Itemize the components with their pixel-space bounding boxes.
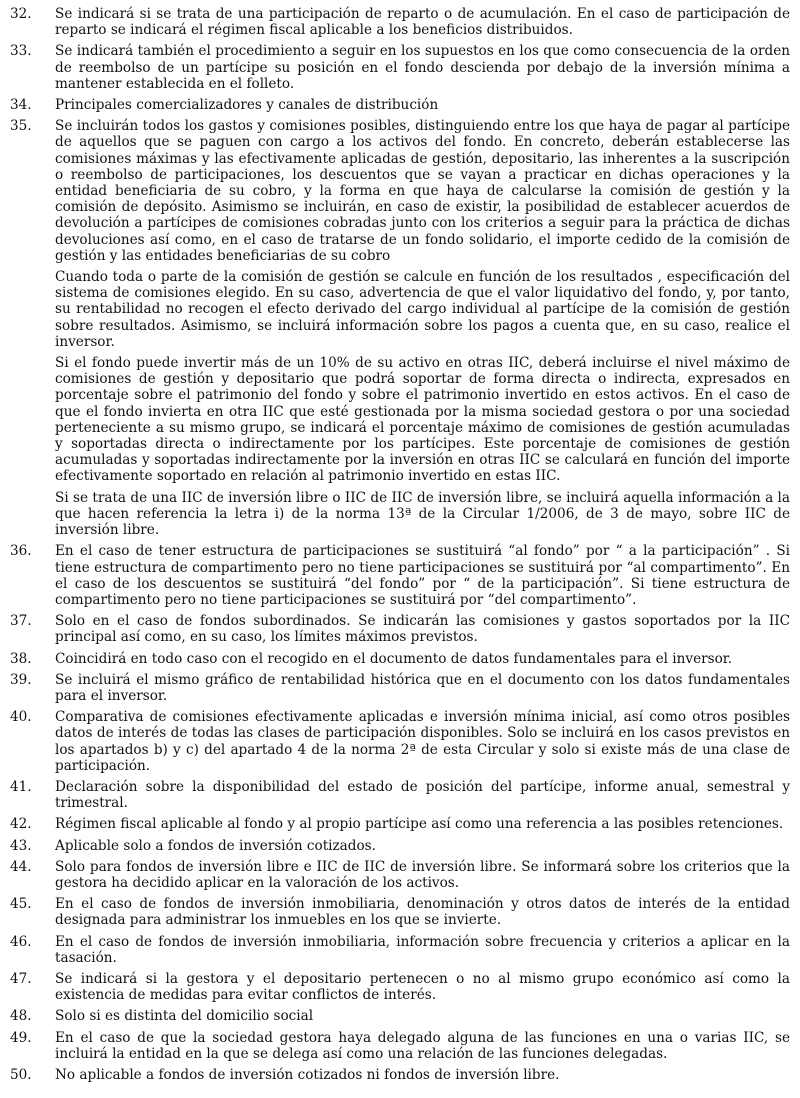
footnote-item — [10, 1008, 790, 1024]
footnote-body — [55, 672, 790, 704]
footnote-number: 40. — [10, 709, 32, 726]
footnote-item — [10, 6, 790, 38]
footnote-body — [55, 613, 790, 645]
footnote-number: 43. — [10, 837, 32, 854]
footnote-item — [10, 934, 790, 966]
footnote-number: 49. — [10, 1029, 32, 1046]
footnote-body — [55, 838, 790, 854]
footnote-body — [55, 934, 790, 966]
footnote-paragraph: Principales comercializadores y canales de distribución — [55, 97, 439, 114]
footnote-item — [10, 1030, 790, 1062]
footnote-body — [55, 543, 790, 608]
footnote-number: 48. — [10, 1008, 32, 1025]
footnote-paragraph: Declaración sobre la disponibilidad del estado de posición del partícipe, informe anual, semestral y trimestral. — [55, 778, 790, 812]
footnote-paragraph: Solo si es distinta del domicilio social — [55, 1008, 314, 1025]
footnote-number: 32. — [10, 6, 32, 22]
footnote-number: 47. — [10, 970, 32, 987]
footnote-item — [10, 709, 790, 774]
footnote-body — [55, 1067, 790, 1083]
footnote-number: 39. — [10, 671, 32, 688]
footnote-body — [55, 97, 790, 113]
footnote-paragraph: En el caso de que la sociedad gestora haya delegado alguna de las funciones en una o varias IIC, se incluirá la entidad en la que se delega así como una relación de las funciones delegadas. — [55, 1029, 790, 1062]
footnote-number: 36. — [10, 543, 32, 560]
footnote-paragraph: Se indicará también el procedimiento a seguir en los supuestos en los que como consecuencia de la orden de reembolso de un partícipe su posición en el fondo descienda por debajo de la inversión mínima a mantener establecida en el folleto. — [55, 43, 790, 92]
footnote-item — [10, 838, 790, 854]
footnote-item — [10, 97, 790, 113]
footnote-paragraph: Régimen fiscal aplicable al fondo y al propio partícipe así como una referencia a las posibles retenciones. — [55, 816, 784, 833]
footnote-body — [55, 6, 790, 38]
footnote-item — [10, 118, 790, 538]
footnote-body — [55, 971, 790, 1003]
footnote-number: 37. — [10, 613, 32, 630]
footnote-paragraph: Aplicable solo a fondos de inversión cotizados. — [55, 837, 376, 854]
footnote-body — [55, 1030, 790, 1062]
footnote-paragraph: Coincidirá en todo caso con el recogido en el documento de datos fundamentales para el inversor. — [55, 650, 733, 667]
footnote-number: 41. — [10, 778, 32, 795]
footnote-number: 35. — [10, 118, 32, 135]
footnote-paragraph: Se indicará si la gestora y el depositario pertenecen o no al mismo grupo económico así como la existencia de medidas para evitar conflictos de interés. — [55, 970, 790, 1004]
footnote-paragraph: En el caso de fondos de inversión inmobiliaria, información sobre frecuencia y criterios a aplicar en la tasación. — [55, 933, 790, 966]
footnote-paragraph: Cuando toda o parte de la comisión de gestión se calcule en función de los resultados , especificación del sistema de comisiones elegido. En su caso, advertencia de que el valor liquidativo del fondo, y, por tanto, su rentabilidad no recogen el efecto derivado del cargo individual al partícipe de la comisión de gestión sobre resultados. Asimismo, se incluirá información sobre los pagos a cuenta que, en su caso, realice el inversor. — [55, 269, 790, 350]
footnote-body — [55, 816, 790, 832]
footnote-paragraph: Se incluirá el mismo gráfico de rentabilidad histórica que en el documento con los datos fundamentales para el inversor. — [55, 671, 790, 704]
footnote-body — [55, 859, 790, 891]
footnote-number: 44. — [10, 858, 32, 875]
footnote-item — [10, 816, 790, 832]
footnote-paragraph: En el caso de fondos de inversión inmobiliaria, denominación y otros datos de interés de la entidad designada para administrar los inmuebles en los que se invierte. — [55, 896, 790, 929]
footnote-paragraph: Solo para fondos de inversión libre e IIC de IIC de inversión libre. Se informará sobre los criterios que la gestora ha decidido aplicar en la valoración de los activos. — [55, 858, 790, 891]
footnote-paragraph: No aplicable a fondos de inversión cotizados ni fondos de inversión libre. — [55, 1066, 560, 1083]
footnote-paragraph: Si el fondo puede invertir más de un 10% de su activo en otras IIC, deberá incluirse el nivel máximo de comisiones de gestión y depositario que podrá soportar de forma directa o indirecta, expresados en porcentaje sobre el patrimonio del fondo y sobre el patrimonio invertido en estos activos. En el caso de que el fondo invierta en otra IIC que esté gestionada por la misma sociedad gestora o por una sociedad perteneciente a su mismo grupo, se indicará el porcentaje máximo de comisiones de gestión acumuladas y soportadas directa o indirectamente por los partícipes. Este porcentaje de comisiones de gestión acumuladas y soportadas indirectamente por la inversión en otras IIC se calculará en función del importe efectivamente soportado en relación al patrimonio invertido en estas IIC. — [55, 355, 790, 485]
footnote-number: 42. — [10, 816, 32, 833]
footnote-item — [10, 1067, 790, 1083]
footnote-body — [55, 709, 790, 774]
footnote-item — [10, 859, 790, 891]
footnote-paragraph: Solo en el caso de fondos subordinados. Se indicarán las comisiones y gastos soportados por la IIC principal así como, en su caso, los límites máximos previstos. — [55, 613, 790, 646]
footnote-item — [10, 613, 790, 645]
footnote-number: 38. — [10, 650, 32, 667]
footnote-body — [55, 118, 790, 538]
footnote-list — [10, 6, 790, 1083]
footnote-number: 45. — [10, 896, 32, 913]
footnote-item — [10, 896, 790, 928]
footnote-item — [10, 543, 790, 608]
footnote-paragraph: Si se trata de una IIC de inversión libre o IIC de IIC de inversión libre, se incluirá aquella información a la que hacen referencia la letra i) de la norma 13ª de la Circular 1/2006, de 3 de mayo, sobre IIC de inversión libre. — [55, 489, 790, 539]
footnote-item — [10, 971, 790, 1003]
footnote-paragraph: Se incluirán todos los gastos y comisiones posibles, distinguiendo entre los que haya de pagar al partícipe de aquellos que se paguen con cargo a los activos del fondo. En concreto, deberán establecerse las comisiones máximas y las efectivamente aplicadas de gestión, depositario, las inherentes a la suscripción o reembolso de participaciones, los descuentos que se vayan a practicar en dichas operaciones y la entidad beneficiaria de su cobro, y la forma en que haya de calcularse la comisión de gestión y la comisión de depósito. Asimismo se incluirán, en caso de existir, la posibilidad de establecer acuerdos de devolución a partícipes de comisiones cobradas junto con los criterios a seguir para la práctica de dichas devoluciones así como, en el caso de tratarse de un fondo solidario, el importe cedido de la comisión de gestión y las entidades beneficiarias de su cobro — [55, 118, 790, 264]
footnote-body — [55, 896, 790, 928]
footnote-item — [10, 43, 790, 92]
footnote-number: 50. — [10, 1066, 32, 1083]
footnote-item — [10, 779, 790, 811]
footnote-number: 34. — [10, 97, 32, 114]
footnote-body — [55, 43, 790, 92]
footnote-paragraph: En el caso de tener estructura de participaciones se sustituirá “al fondo” por “ a la participación” . Si tiene estructura de compartimento pero no tiene participaciones se sustituirá por “al compartimento”. En el caso de los descuentos se sustituirá “del fondo” por “ de la participación”. Si tiene estructura de compartimento pero no tiene participaciones se sustituirá por “del compartimento”. — [55, 543, 790, 608]
footnote-paragraph: Se indicará si se trata de una participación de reparto o de acumulación. En el caso de participación de reparto se indicará el régimen fiscal aplicable a los beneficios distribuidos. — [55, 6, 790, 39]
footnote-body — [55, 1008, 790, 1024]
footnote-body — [55, 651, 790, 667]
footnote-body — [55, 779, 790, 811]
footnote-item — [10, 672, 790, 704]
footnote-number: 33. — [10, 43, 32, 60]
footnote-number: 46. — [10, 933, 32, 950]
footnote-paragraph: Comparativa de comisiones efectivamente aplicadas e inversión mínima inicial, así como otros posibles datos de interés de todas las clases de participación disponibles. Solo se incluirá en los casos previstos en los apartados b) y c) del apartado 4 de la norma 2ª de esta Circular y solo si existe más de una clase de participación. — [55, 709, 790, 774]
footnote-item — [10, 651, 790, 667]
